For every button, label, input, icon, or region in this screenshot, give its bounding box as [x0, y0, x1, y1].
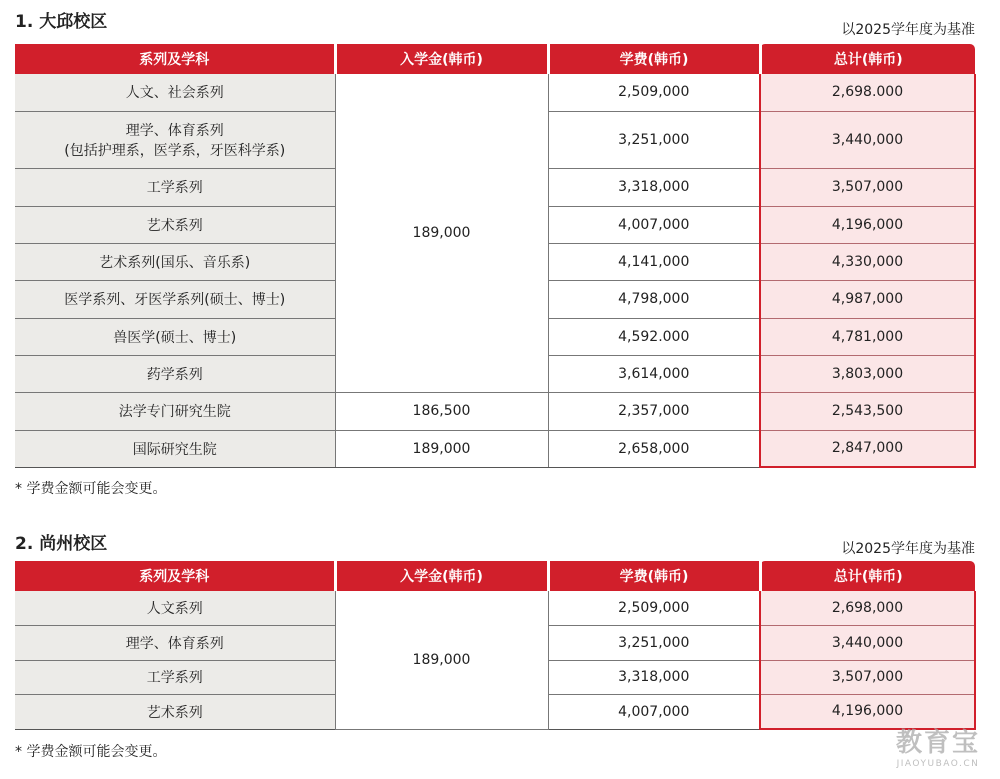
table-header-row [15, 44, 975, 74]
row-total: 2,698,000 [760, 591, 975, 625]
row-name: 理学、体育系列 [15, 625, 335, 660]
table-row [15, 591, 975, 625]
merged-admission-cell: 189,000 [335, 591, 548, 729]
header-admission: 入学金(韩币) [335, 561, 548, 591]
daegu-fee-table [15, 44, 976, 468]
row-tuition: 3,318,000 [548, 660, 760, 694]
row-tuition: 4,007,000 [548, 206, 760, 243]
row-name: 法学专门研究生院 [15, 392, 335, 430]
header-department: 系列及学科 [15, 561, 335, 591]
header-department: 系列及学科 [15, 44, 335, 74]
row-admission: 189,000 [335, 430, 548, 467]
row-tuition: 2,658,000 [548, 430, 760, 467]
basis-label-sangju: 以2025学年度为基准 [841, 541, 975, 557]
watermark-en: JIAOYUBAO.CN [896, 759, 980, 769]
row-tuition: 4,141,000 [548, 243, 760, 280]
row-tuition: 3,318,000 [548, 168, 760, 206]
table-header-row [15, 561, 975, 591]
merged-admission-cell: 189,000 [335, 74, 548, 392]
row-total: 4,781,000 [760, 318, 975, 355]
watermark-logo [896, 722, 980, 769]
row-tuition: 4,007,000 [548, 694, 760, 729]
section-title-daegu: 1. 大邱校区 [15, 12, 108, 32]
row-name: 兽医学(硕士、博士) [15, 318, 335, 355]
row-tuition: 4,798,000 [548, 280, 760, 318]
row-name: 工学系列 [15, 660, 335, 694]
row-name: 药学系列 [15, 355, 335, 392]
section-title-sangju: 2. 尚州校区 [15, 534, 108, 554]
watermark-cn: 教育宝 [895, 728, 980, 758]
row-name: 工学系列 [15, 168, 335, 206]
basis-label-daegu: 以2025学年度为基准 [841, 22, 975, 38]
row-total: 2,698.000 [760, 74, 975, 111]
row-total: 3,507,000 [760, 168, 975, 206]
row-total: 2,847,000 [760, 430, 975, 467]
row-total: 3,507,000 [760, 660, 975, 694]
header-total: 总计(韩币) [760, 561, 975, 591]
row-name-line2: (包括护理系，医学系，牙医科学系) [64, 142, 286, 159]
row-total: 4,987,000 [760, 280, 975, 318]
row-tuition: 2,357,000 [548, 392, 760, 430]
table-row [15, 74, 975, 111]
row-name: 国际研究生院 [15, 430, 335, 467]
header-tuition: 学费(韩币) [548, 44, 760, 74]
table-row [15, 430, 975, 467]
sangju-fee-table [15, 561, 976, 730]
row-total: 4,330,000 [760, 243, 975, 280]
row-tuition: 2,509,000 [548, 74, 760, 111]
row-total: 4,196,000 [760, 206, 975, 243]
row-total: 3,440,000 [760, 625, 975, 660]
row-tuition: 3,251,000 [548, 111, 760, 168]
header-admission: 入学金(韩币) [335, 44, 548, 74]
table-row [15, 392, 975, 430]
fee-change-note-sangju: * 学费金额可能会变更。 [15, 744, 167, 760]
row-total: 3,803,000 [760, 355, 975, 392]
row-admission: 186,500 [335, 392, 548, 430]
row-name: 艺术系列 [15, 694, 335, 729]
row-tuition: 3,614,000 [548, 355, 760, 392]
fee-change-note-daegu: * 学费金额可能会变更。 [15, 481, 167, 497]
row-total: 4,196,000 [760, 694, 975, 729]
row-tuition: 4,592.000 [548, 318, 760, 355]
row-tuition: 2,509,000 [548, 591, 760, 625]
row-name: 人文系列 [15, 591, 335, 625]
row-tuition: 3,251,000 [548, 625, 760, 660]
header-total: 总计(韩币) [760, 44, 975, 74]
row-total: 2,543,500 [760, 392, 975, 430]
row-name: 人文、社会系列 [15, 74, 335, 111]
row-name [15, 111, 335, 168]
row-name: 医学系列、牙医学系列(硕士、博士) [15, 280, 335, 318]
row-name: 艺术系列(国乐、音乐系) [15, 243, 335, 280]
row-name: 艺术系列 [15, 206, 335, 243]
header-tuition: 学费(韩币) [548, 561, 760, 591]
row-name-line1: 理学、体育系列 [125, 122, 224, 139]
row-total: 3,440,000 [760, 111, 975, 168]
